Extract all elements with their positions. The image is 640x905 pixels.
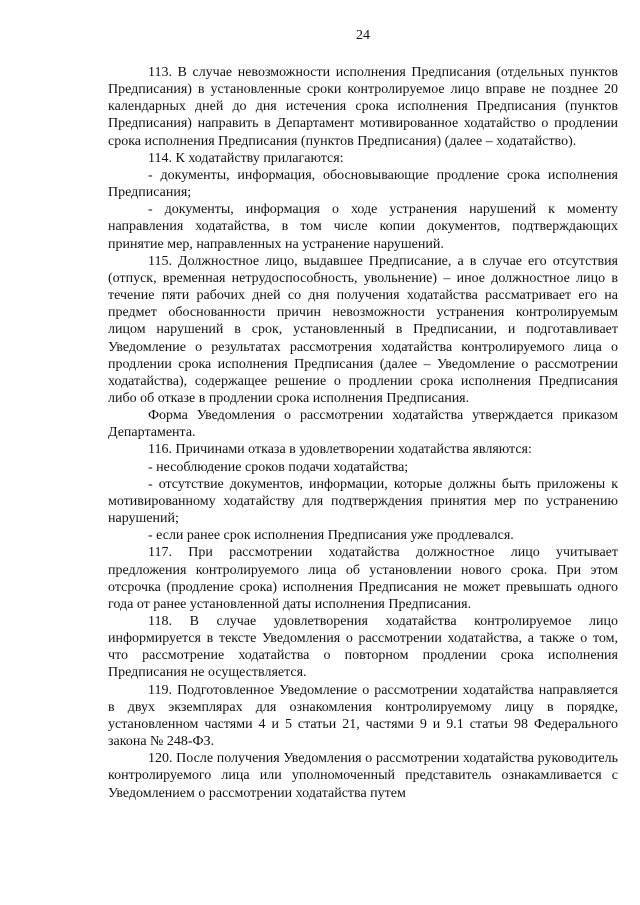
paragraph-118: 118. В случае удовлетворения ходатайства контролируемое лицо информируется в тексте Уведомления о рассмотрении ходатайства, а также о том, что рассмотрение ходатайства о повторном продлении срока исполнения Предписания не осуществляется. bbox=[108, 614, 618, 681]
paragraph-117: 117. При рассмотрении ходатайства должностное лицо учитывает предложения контролируемого лица об установлении нового срока. При этом отсрочка (продление срока) исполнения Предписания не может превышать одного года от ранее установленной даты исполнения Предписания. bbox=[108, 545, 618, 612]
paragraph-notification-form: Форма Уведомления о рассмотрении ходатайства утверждается приказом Департамента. bbox=[108, 408, 618, 441]
list-item-justifying-documents: - документы, информация, обосновывающие продление срока исполнения Предписания; bbox=[108, 167, 618, 201]
paragraph-119: 119. Подготовленное Уведомление о рассмотрении ходатайства направляется в двух экземплярах для ознакомления контролируемому лицу в порядке, установленном частями 4 и 5 статьи 21, частями 9 и 9.1 статьи 98 Федерального закона № 248-ФЗ. bbox=[108, 682, 618, 750]
list-item-deadline-violation: - несоблюдение сроков подачи ходатайства; bbox=[148, 459, 409, 475]
list-item-progress-documents: - документы, информация о ходе устранения нарушений к моменту направления ходатайства, в том числе копии документов, подтверждающих принятие мер, направленных на устранение нарушений. bbox=[108, 202, 618, 252]
document-body bbox=[108, 64, 618, 802]
list-item-missing-documents: - отсутствие документов, информации, которые должны быть приложены к мотивированному ходатайству для подтверждения принятия мер по устранению нарушений; bbox=[108, 476, 618, 527]
paragraph-114: 114. К ходатайству прилагаются: bbox=[148, 150, 344, 166]
list-item-already-extended: - если ранее срок исполнения Предписания уже продлевался. bbox=[148, 528, 514, 544]
paragraph-113: 113. В случае невозможности исполнения Предписания (отдельных пунктов Предписания) в установленные сроки контролируемое лицо вправе не позднее 20 календарных дней до дня истечения срока исполнения Предписания (пунктов Предписания) направить в Департамент мотивированное ходатайство о продлении срока исполнения Предписания (пунктов Предписания) (далее – ходатайство). bbox=[108, 65, 618, 149]
paragraph-115: 115. Должностное лицо, выдавшее Предписание, а в случае его отсутствия (отпуск, временная нетрудоспособность, увольнение) – иное должностное лицо в течение пяти рабочих дней со дня получения ходатайства рассматривает его на предмет обоснованности причин невозможности устранения контролируемым лицом нарушений в срок, установленный в Предписании, и подготавливает Уведомление о результатах рассмотрения ходатайства контролируемого лица о продлении срока исполнения Предписания (далее – Уведомление о рассмотрении ходатайства), содержащее решение о продлении срока исполнения Предписания либо об отказе в продлении срока исполнения Предписания. bbox=[108, 253, 618, 406]
paragraph-120: 120. После получения Уведомления о рассмотрении ходатайства руководитель контролируемого лица или уполномоченный представитель ознакамливается с Уведомлением о рассмотрении ходатайства путем bbox=[108, 751, 618, 801]
paragraph-116: 116. Причинами отказа в удовлетворении ходатайства являются: bbox=[148, 442, 532, 458]
page-number: 24 bbox=[356, 28, 370, 43]
